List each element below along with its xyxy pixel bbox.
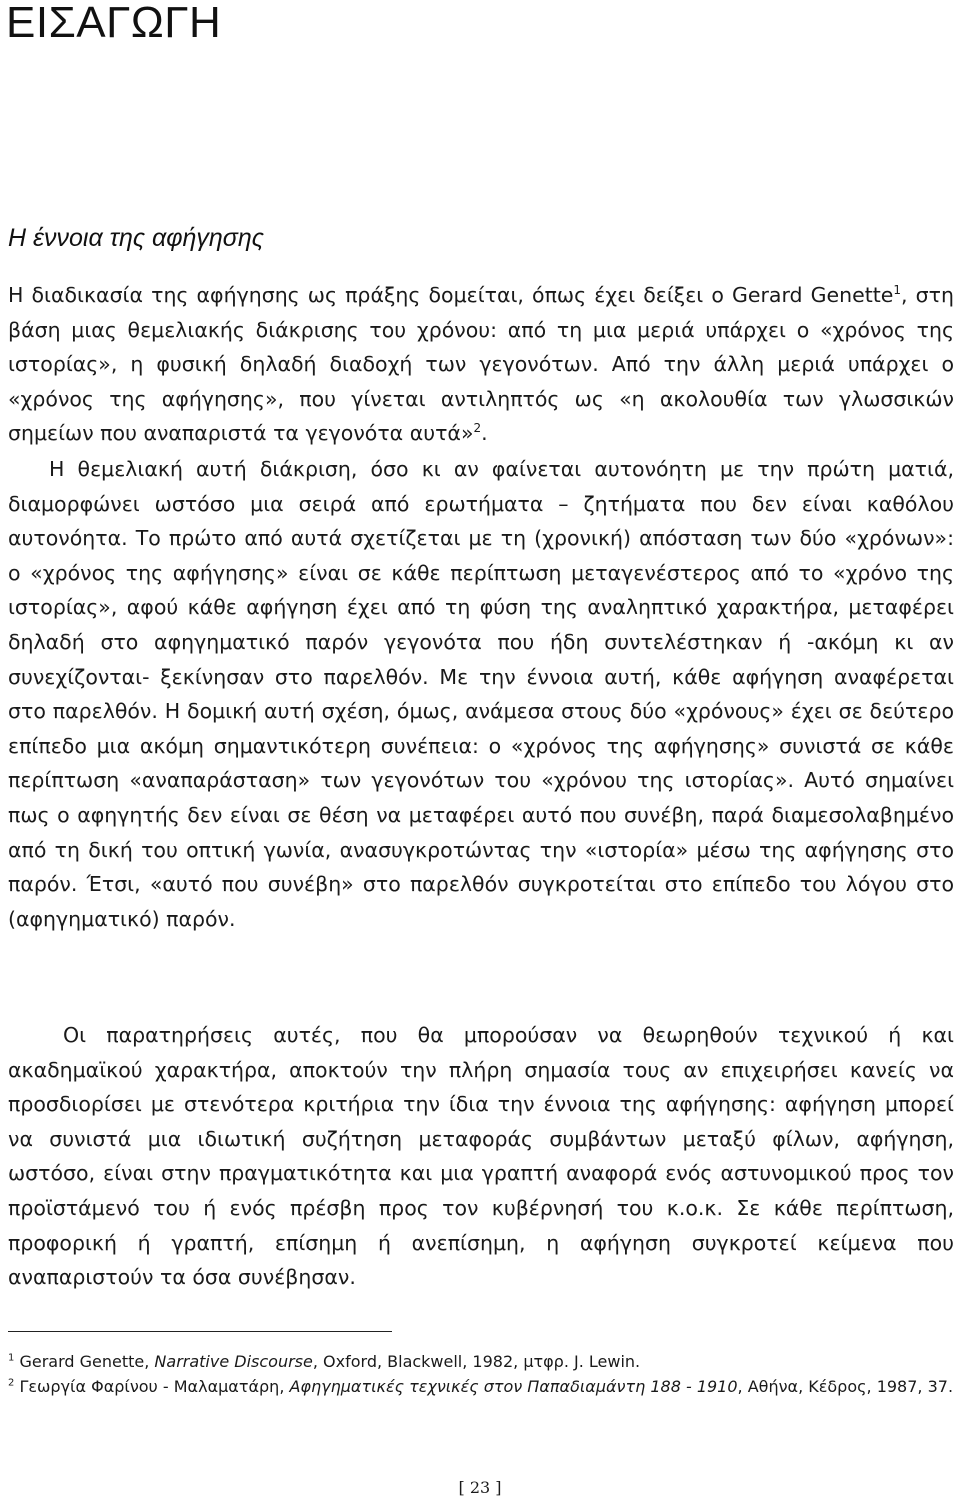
footnote-book-title: Narrative Discourse — [154, 1352, 313, 1371]
paragraph-1 — [8, 278, 954, 451]
paragraph-1-part-2: , στη βάση μιας θεμελιακής διάκρισης του χρόνου: από τη μια μεριά υπάρχει ο «χρόνος της ιστορίας», η φυσική δηλαδή διαδοχή των γεγονότων. Από την άλλη μεριά υπάρχει ο «χρόνος της αφήγησης», που γίνεται αντιληπτός ως «η ακολουθία των γλωσσικών σημείων που αναπαριστά τα γεγονότα αυτά» — [8, 283, 954, 446]
footnote-1 — [8, 1349, 954, 1374]
page-number: [ 23 ] — [458, 1478, 502, 1497]
footnote-number: 2 — [8, 1377, 15, 1389]
footnote-ref-2: 2 — [473, 421, 482, 436]
footnote-text: Gerard Genette, — [19, 1352, 155, 1371]
page-title: ΕΙΣΑΓΩΓΗ — [6, 0, 222, 47]
footnote-book-title: Αφηγηματικές τεχνικές στον Παπαδιαμάντη 188 - 1910 — [289, 1377, 738, 1396]
footnote-ref-1: 1 — [893, 283, 902, 298]
footnote-number: 1 — [8, 1352, 15, 1364]
footnote-2 — [8, 1374, 954, 1399]
paragraph-2 — [8, 452, 954, 936]
paragraph-1-part-3: . — [481, 421, 488, 446]
footnote-text: , Oxford, Blackwell, 1982, μτφρ. J. Lewin. — [312, 1352, 641, 1371]
footnote-text: , Αθήνα, Κέδρος, 1987, 37. — [737, 1377, 954, 1396]
paragraph-1-part-1: Η διαδικασία της αφήγησης ως πράξης δομείται, όπως έχει δείξει ο Gerard Genette — [8, 283, 894, 307]
section-heading: Η έννοια της αφήγησης — [8, 224, 264, 252]
paragraph-1-text — [8, 278, 954, 451]
footnote-divider — [8, 1331, 392, 1332]
paragraph-3-text: Οι παρατηρήσεις αυτές, που θα μπορούσαν να θεωρηθούν τεχνικού ή και ακαδημαϊκού χαρακτήρα, αποκτούν την πλήρη σημασία τους αν επιχειρήσει κανείς να προσδιορίσει με στενότερα κριτήρια την ίδια την έννοια της αφήγησης: αφήγηση μπορεί να συνιστά μια ιδιωτική συζήτηση μεταφοράς συμβάντων μεταξύ φίλων, αφήγηση, ωστόσο, είναι στην πραγματικότητα και μια γραπτή αναφορά ενός αστυνομικού προς τον προϊστάμενό του ή ενός πρέσβη προς τον κυβέρνησή του κ.ο.κ. Σε κάθε περίπτωση, προφορική ή γραπτή, επίσημη ή ανεπίσημη, η αφήγηση συγκροτεί κείμενα που αναπαριστούν τα όσα συνέβησαν. — [8, 1023, 954, 1290]
paragraph-3 — [8, 1018, 954, 1295]
footnotes — [8, 1349, 954, 1399]
paragraph-2-text: Η θεμελιακή αυτή διάκριση, όσο κι αν φαίνεται αυτονόητη με την πρώτη ματιά, διαμορφώνει ωστόσο μια σειρά από ερωτήματα – ζητήματα που δεν είναι καθόλου αυτονόητα. Το πρώτο από αυτά σχετίζεται με τη (χρονική) απόσταση των δύο «χρόνων»: ο «χρόνος της αφήγησης» είναι σε κάθε περίπτωση μεταγενέστερος από το «χρόνο της ιστορίας», αφού κάθε αφήγηση έχει από τη φύση της αναληπτικό χαρακτήρα, μεταφέρει δηλαδή στο αφηγηματικό παρόν γεγονότα που ήδη συντελέστηκαν ή -ακόμη κι αν συνεχίζονται- ξεκίνησαν στο παρελθόν. Με την έννοια αυτή, κάθε αφήγηση αναφέρεται στο παρελθόν. Η δομική αυτή σχέση, όμως, ανάμεσα στους δύο «χρόνους» έχει σε δεύτερο επίπεδο μια ακόμη σημαντικότερη συνέπεια: ο «χρόνος της αφήγησης» συνιστά σε κάθε περίπτωση «αναπαράσταση» των γεγονότων του «χρόνου της ιστορίας». Αυτό σημαίνει πως ο αφηγητής δεν είναι σε θέση να μεταφέρει αυτό που συνέβη, παρά διαμεσολαβημένο από τη δική του οπτική γωνία, ανασυγκροτώντας την «ιστορία» μέσω της αφήγησης στο παρόν. Έτσι, «αυτό που συνέβη» στο παρελθόν συγκροτείται στο επίπεδο του λόγου στο (αφηγηματικό) παρόν. — [8, 457, 954, 931]
footnote-text: Γεωργία Φαρίνου - Μαλαματάρη, — [19, 1377, 290, 1396]
